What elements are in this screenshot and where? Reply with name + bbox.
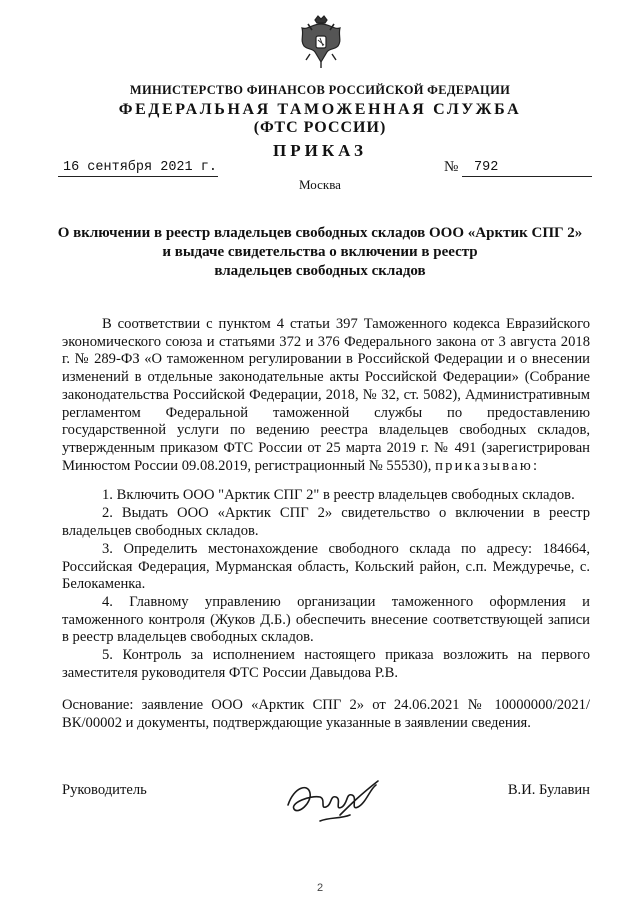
order-date: 16 сентября 2021 г. [63,160,217,175]
ministry-name: МИНИСТЕРСТВО ФИНАНСОВ РОССИЙСКОЙ ФЕДЕРАЦИИ [129,83,511,97]
subject-line: и выдаче свидетельства о включении в реестр [162,244,478,260]
service-name: ФЕДЕРАЛЬНАЯ ТАМОЖЕННАЯ СЛУЖБА [118,101,522,118]
signature-icon [280,775,390,835]
city: Москва [299,177,341,192]
state-emblem-icon [298,14,344,70]
main-paragraph [62,316,590,475]
subject-line: владельцев свободных складов [214,263,426,279]
order-item-1: 1. Включить ООО "Арктик СПГ 2" в реестр владельцев свободных складов. [102,487,575,503]
order-word: приказываю: [435,457,540,474]
basis-paragraph: Основание: заявление ООО «Арктик СПГ 2» от 24.06.2021 № 10000000/2021/ВК/00002 и документы, подтверждающие указанные в заявлении сведения. [62,697,590,731]
signatory-role: Руководитель [62,782,147,798]
order-item-3: 3. Определить местонахождение свободного склада по адресу: 184664, Российская Федерация, Мурманская область, Кольский район, с.п. Междуречье, с. Белокаменка. [62,541,590,593]
order-item-4: 4. Главному управлению организации таможенного оформления и таможенного контроля (Жуков Д.Б.) обеспечить внесение соответствующей записи в реестр владельцев свободных складов. [62,594,590,646]
service-abbreviation: (ФТС РОССИИ) [253,119,387,136]
subject-line: О включении в реестр владельцев свободных складов ООО «Арктик СПГ 2» [57,225,583,241]
order-number: 792 [474,160,499,175]
number-sign: № [444,159,459,175]
document-title: ПРИКАЗ [273,141,367,160]
order-subject [40,224,600,281]
main-paragraph-text: В соответствии с пунктом 4 статьи 397 Таможенного кодекса Евразийского экономического союза и статьями 372 и 376 Федерального закона от 3 августа 2018 г. № 289-ФЗ «О таможенном регулировании в Российской Федерации и о внесении изменений в отдельные законодательные акты Российской Федерации» (Собрание законодательства Российской Федерации, 2018, № 32, ст. 5082), Административным регламентом Федеральной таможенной службы по предоставлению государственной услуги по ведению реестра владельцев свободных складов, утвержденным приказом ФТС России от 25 марта 2019 г. № 491 (зарегистрирован Минюстом России 09.08.2019, регистрационный № 55530), [62,316,590,474]
order-item-5: 5. Контроль за исполнением настоящего приказа возложить на первого заместителя руководителя ФТС России Давыдова Р.В. [62,647,590,681]
signatory-name: В.И. Булавин [507,782,590,798]
page-number: 2 [316,882,324,894]
order-item-2: 2. Выдать ООО «Арктик СПГ 2» свидетельство о включении в реестр владельцев свободных складов. [62,505,590,539]
